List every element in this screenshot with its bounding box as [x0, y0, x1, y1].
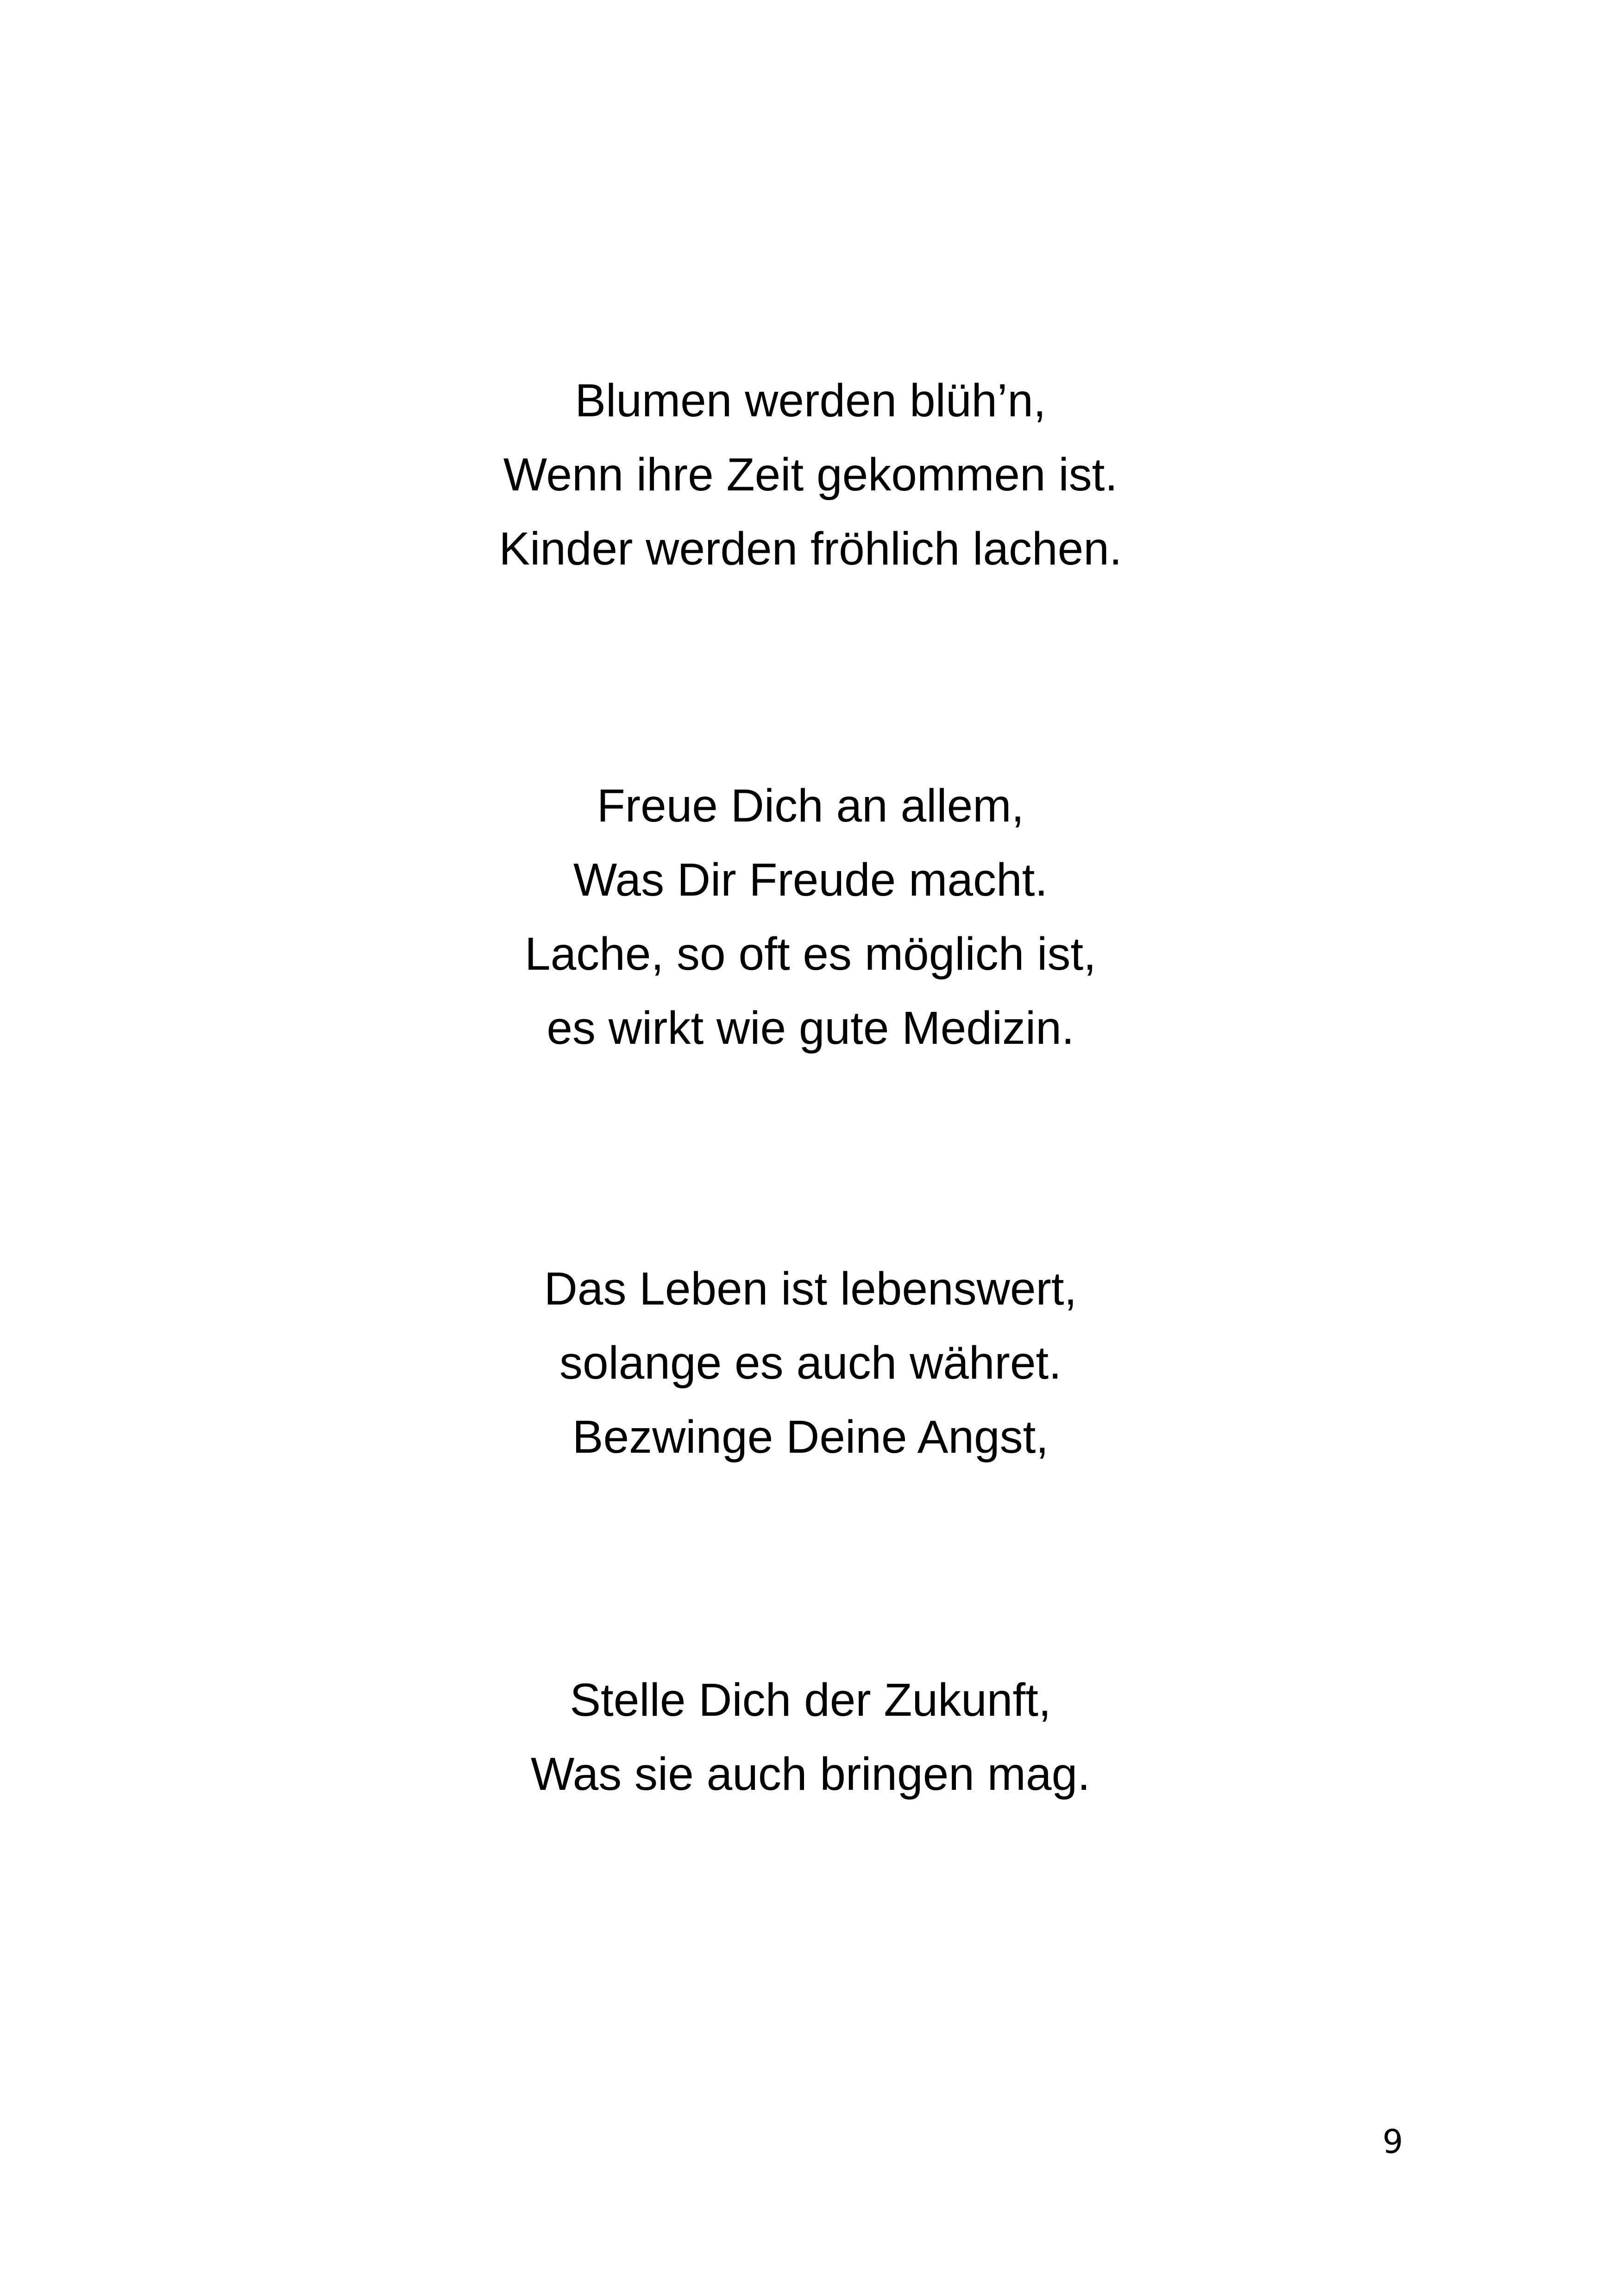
poem-line: Wenn ihre Zeit gekommen ist. — [503, 449, 1118, 501]
stanza — [0, 1663, 1621, 1811]
stanza — [0, 364, 1621, 586]
poem-line: Das Leben ist lebenswert, — [544, 1263, 1077, 1315]
poem-line: Bezwinge Deine Angst, — [572, 1411, 1049, 1463]
poem-line: Was Dir Freude macht. — [573, 854, 1048, 906]
poem-line: Kinder werden fröhlich lachen. — [499, 523, 1122, 575]
poem-line: Was sie auch bringen mag. — [530, 1748, 1090, 1800]
poem-line: Freue Dich an allem, — [597, 780, 1024, 832]
poem-line: solange es auch währet. — [559, 1337, 1062, 1389]
stanza — [0, 769, 1621, 1065]
poem-line: Blumen werden blüh’n, — [575, 375, 1046, 427]
poem-line: es wirkt wie gute Medizin. — [547, 1002, 1074, 1054]
page-number: 9 — [1382, 2123, 1403, 2161]
poem-line: Stelle Dich der Zukunft, — [570, 1674, 1051, 1726]
poem-line: Lache, so oft es möglich ist, — [525, 928, 1096, 980]
stanza — [0, 1252, 1621, 1474]
